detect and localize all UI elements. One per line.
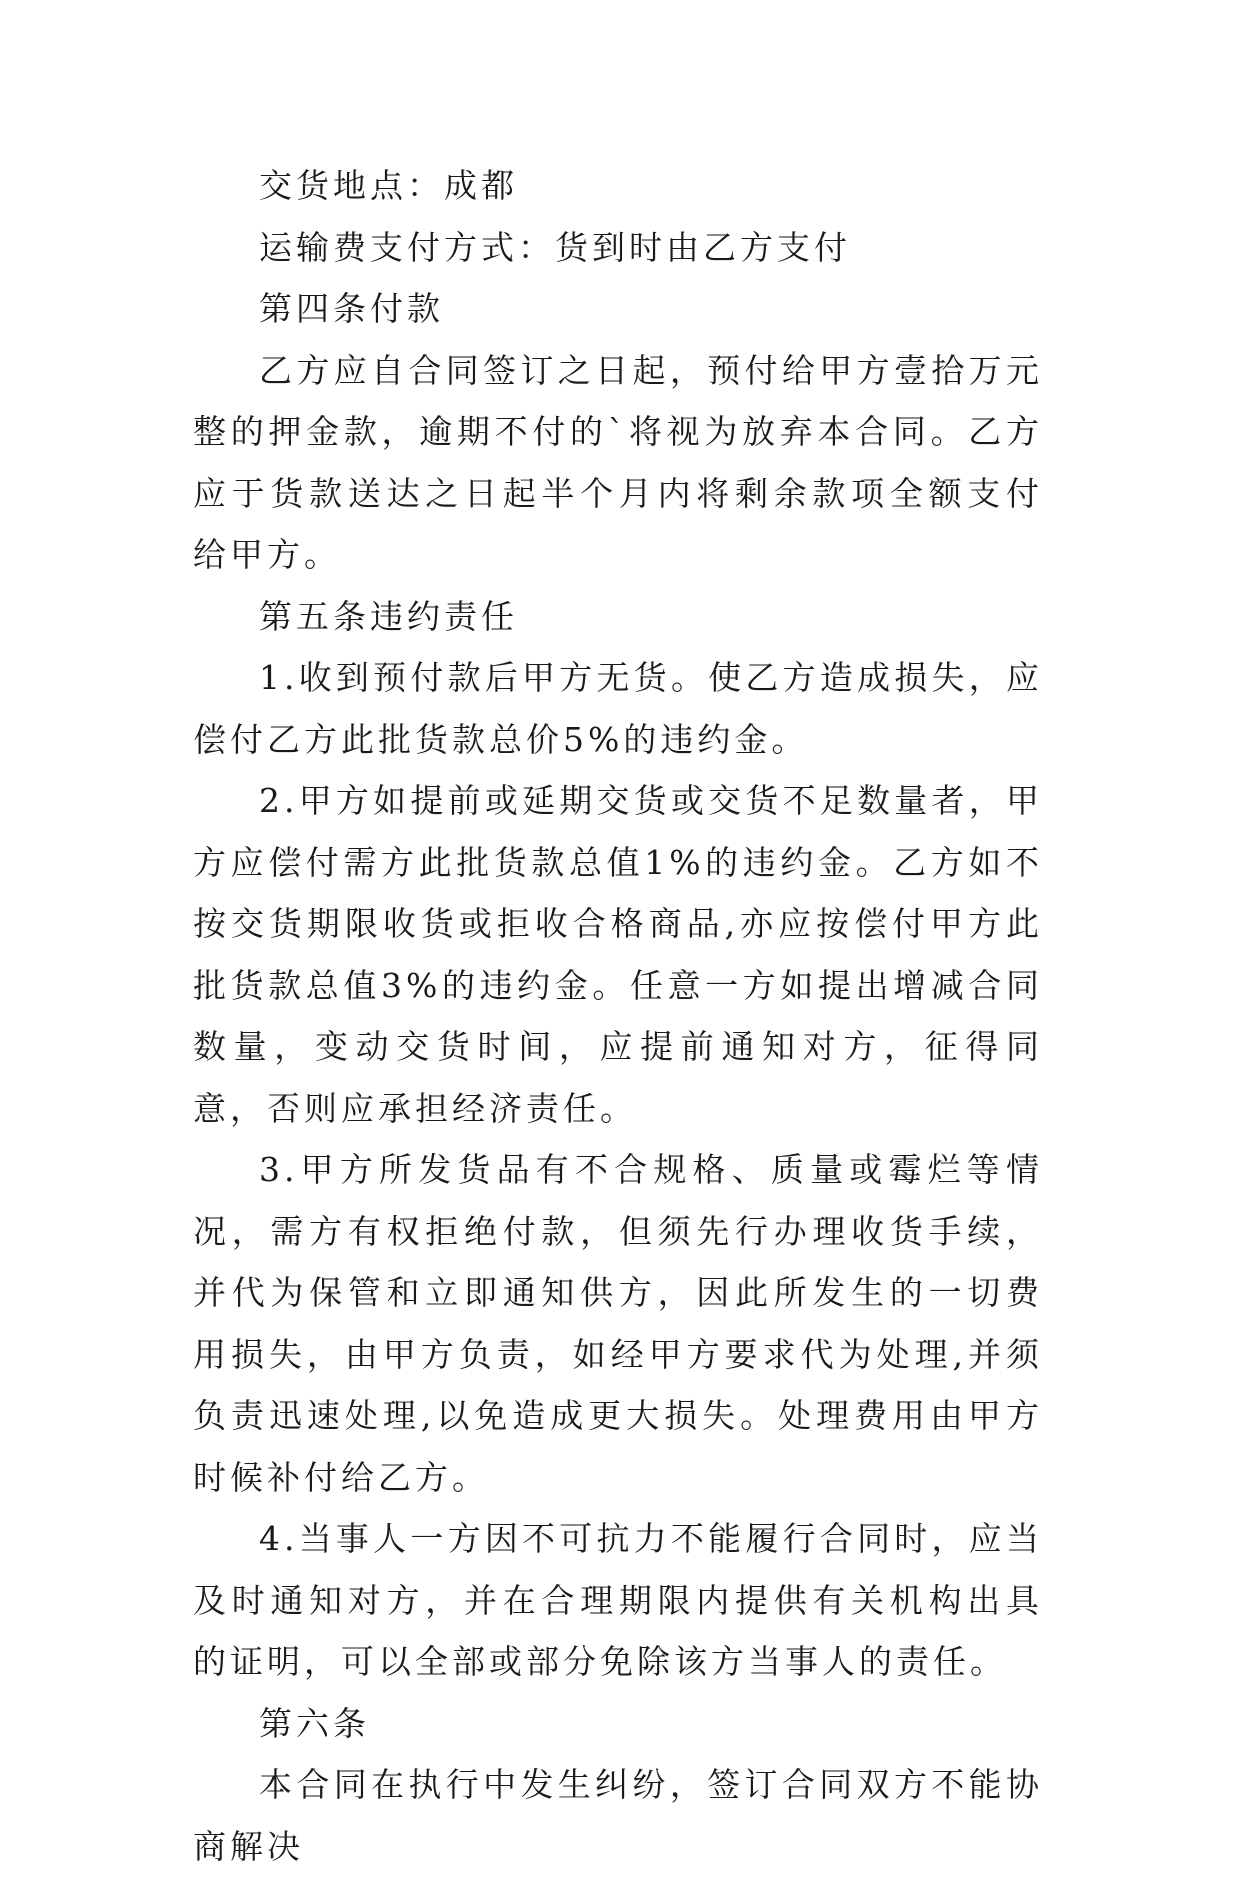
article-4-heading: 第四条付款 — [259, 289, 444, 328]
article-5-clause-3: 3.甲方所发货品有不合规格、质量或霉烂等情况，需方有权拒绝付款，但须先行办理收货手续，并代为保管和立即通知供方，因此所发生的一切费用损失，由甲方负责，如经甲方要求代为处理,并须负责迅速处理,以免造成更大损失。处理费用由甲方时候补付给乙方。 — [193, 1150, 1043, 1497]
article-6-paragraph: 本合同在执行中发生纠纷，签订合同双方不能协商解决 — [193, 1765, 1043, 1866]
document-body — [193, 155, 1043, 1877]
article-5-heading: 第五条违约责任 — [259, 596, 518, 636]
article-6-heading: 第六条 — [259, 1703, 370, 1743]
shipping-payment-line: 运输费支付方式：货到时由乙方支付 — [259, 227, 851, 267]
article-5-clause-1: 1.收到预付款后甲方无货。使乙方造成损失，应偿付乙方此批货款总价5%的违约金。 — [193, 658, 1043, 759]
article-5-clause-4: 4.当事人一方因不可抗力不能履行合同时，应当及时通知对方，并在合理期限内提供有关机构出具的证明，可以全部或部分免除该方当事人的责任。 — [193, 1519, 1043, 1681]
article-5-clause-2: 2.甲方如提前或延期交货或交货不足数量者，甲方应偿付需方此批货款总值1%的违约金。乙方如不按交货期限收货或拒收合格商品,亦应按偿付甲方此批货款总值3%的违约金。任意一方如提出增减合同数量，变动交货时间，应提前通知对方，征得同意，否则应承担经济责任。 — [193, 781, 1043, 1128]
article-4-paragraph: 乙方应自合同签订之日起，预付给甲方壹拾万元整的押金款，逾期不付的`将视为放弃本合同。乙方应于货款送达之日起半个月内将剩余款项全额支付给甲方。 — [193, 350, 1043, 574]
delivery-location-line: 交货地点：成都 — [259, 166, 518, 205]
